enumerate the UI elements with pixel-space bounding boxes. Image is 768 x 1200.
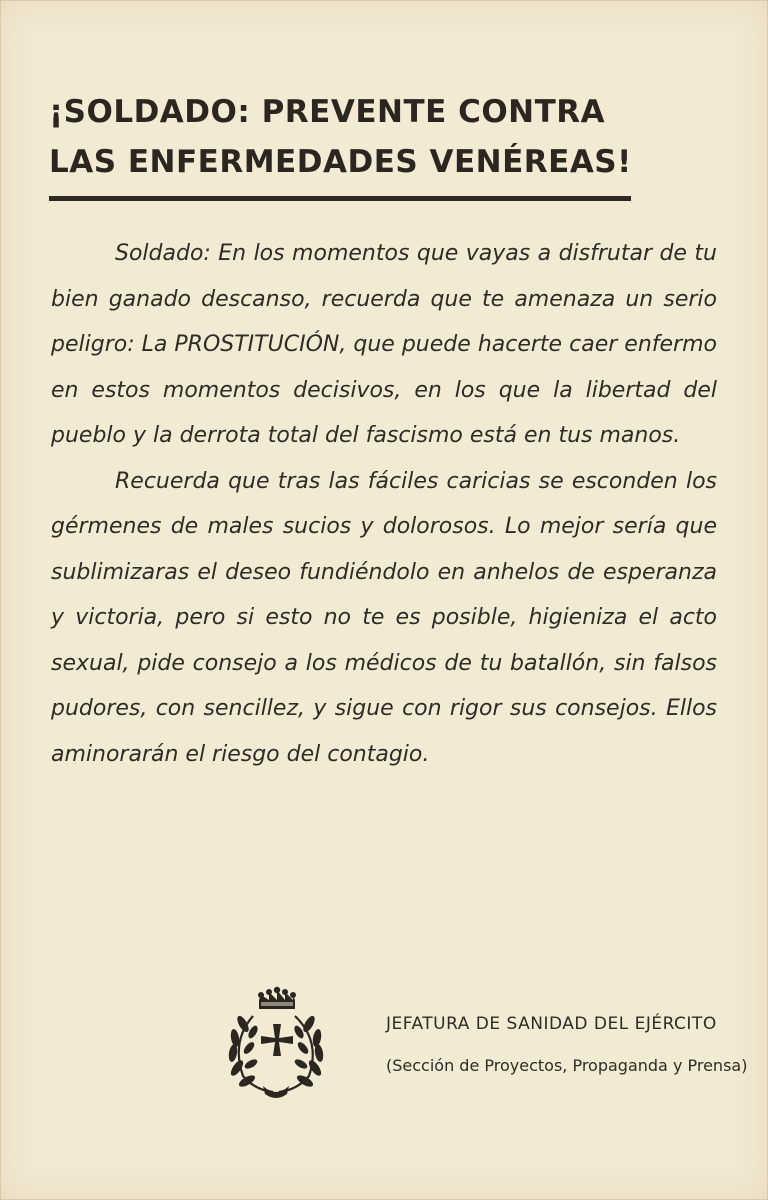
issuing-authority bbox=[386, 1014, 747, 1075]
leaflet-body bbox=[51, 231, 717, 777]
organization-section: (Sección de Proyectos, Propaganda y Prensa) bbox=[386, 1056, 748, 1075]
title-divider bbox=[49, 196, 631, 201]
organization-name: JEFATURA DE SANIDAD DEL EJÉRCITO bbox=[386, 1014, 717, 1034]
crowned-cross-laurel-emblem-icon bbox=[213, 986, 339, 1102]
leaflet-title bbox=[49, 87, 649, 187]
body-paragraph-1: Soldado: En los momentos que vayas a disfrutar de tu bien ganado descanso, recuerda que te amenaza un serio peligro: La PROSTITUCIÓN, que puede hacerte caer enfermo en estos momentos decisivos, en los que la libertad del pueblo y la derrota total del fascismo está en tus manos. bbox=[51, 241, 717, 448]
title-line-1: ¡SOLDADO: PREVENTE CONTRA bbox=[49, 94, 606, 130]
body-paragraph-2: Recuerda que tras las fáciles caricias se esconden los gérmenes de males sucios y dolorosos. Lo mejor sería que sublimizaras el deseo fundiéndolo en anhelos de esperanza y victoria, pero si esto no te es posible, higieniza el acto sexual, pide consejo a los médicos de tu batallón, sin falsos pudores, con sencillez, y sigue con rigor sus consejos. Ellos aminorarán el riesgo del contagio. bbox=[51, 468, 717, 767]
title-line-2: LAS ENFERMEDADES VENÉREAS! bbox=[49, 144, 632, 180]
